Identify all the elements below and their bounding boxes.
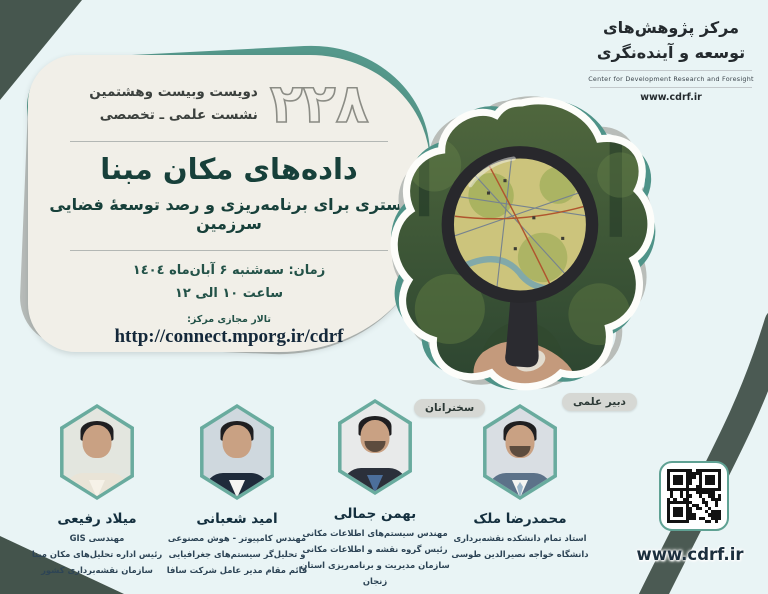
- footer-website-url[interactable]: www.cdrf.ir: [636, 545, 744, 564]
- session-ordinal: [89, 81, 258, 127]
- organization-logo: [588, 16, 754, 103]
- event-subtitle: بستری برای برنامه‌ریزی و رصد توسعهٔ فضایی سرزمین: [49, 195, 409, 233]
- magnifier-map-photo: [388, 92, 656, 392]
- qr-code-box: [659, 461, 729, 531]
- speaker-photo: [59, 408, 135, 496]
- qr-code: [667, 469, 721, 523]
- speaker-details: [21, 531, 173, 579]
- speaker-card-omid-shabani: [161, 404, 313, 579]
- speaker-detail-line: مهندسی GIS: [69, 533, 125, 543]
- magnifier-map-illustration: [388, 92, 656, 392]
- logo-persian-line2: توسعه و آینده‌نگری: [596, 42, 746, 62]
- avatar-face: [83, 425, 112, 458]
- speaker-card-milad-rafiei: [21, 404, 173, 579]
- event-title: داده‌های مکان مبنا: [100, 152, 358, 186]
- speaker-detail-line: مهندس سیستم‌های اطلاعات مکانی: [302, 528, 448, 538]
- speaker-details: [299, 526, 451, 590]
- speaker-photo: [199, 408, 275, 496]
- speakers-badge: سخنرانان: [414, 399, 485, 417]
- speaker-photo-frame: [55, 404, 139, 500]
- logo-persian-line1: مرکز پژوهش‌های: [602, 18, 740, 37]
- speaker-details: [444, 531, 596, 563]
- session-ordinal-line1: دویست وبیست وهشتمین: [89, 84, 258, 101]
- card-divider-top: [70, 141, 388, 142]
- avatar-face: [223, 425, 252, 458]
- session-header: [28, 72, 430, 135]
- speaker-detail-line: و تحلیل‌گر سیستم‌های جغرافیایی: [168, 548, 306, 559]
- speaker-detail-line: استاد تمام دانشکده نقشه‌برداری: [453, 533, 587, 543]
- speaker-name: محمدرضا ملک: [473, 511, 567, 527]
- speaker-detail-line: قائم مقام مدیر عامل شرکت سافا: [166, 564, 308, 575]
- speaker-detail-line: رئیس گروه نقشه و اطلاعات مکانی: [302, 543, 448, 554]
- speaker-photo-frame: [478, 404, 562, 500]
- logo-divider-2: [590, 87, 752, 88]
- virtual-hall-label: تالار مجازی مرکز:: [187, 314, 271, 325]
- session-number-outline: ۲۲۸: [269, 72, 369, 135]
- speaker-card-bahman-jamali: [299, 399, 451, 590]
- speaker-name: میلاد رفیعی: [57, 511, 137, 527]
- card-divider-bottom: [70, 250, 388, 251]
- speaker-detail-line: سازمان مدیریت و برنامه‌ریزی استان زنجان: [300, 559, 450, 586]
- logo-english-caption: Center for Development Research and Foresight: [588, 74, 754, 83]
- virtual-hall-link[interactable]: http://connect.mporg.ir/cdrf: [114, 326, 344, 347]
- speaker-name: بهمن جمالی: [333, 506, 417, 522]
- speaker-detail-line: رئیس اداره تحلیل‌های مکان مبنا: [31, 548, 163, 559]
- event-time: ساعت ١٠ الی ١٢: [174, 286, 284, 301]
- speaker-photo: [337, 403, 413, 491]
- speaker-detail-line: سازمان نقشه‌برداری کشور: [41, 564, 153, 575]
- speaker-photo-frame: [195, 404, 279, 500]
- speaker-photo-frame: [333, 399, 417, 495]
- logo-website-url[interactable]: www.cdrf.ir: [640, 91, 702, 103]
- logo-divider: [590, 70, 752, 71]
- announcement-card: [28, 55, 430, 352]
- speaker-photo: [482, 408, 558, 496]
- speaker-detail-line: مهندس کامپیوتر - هوش مصنوعی: [167, 533, 307, 543]
- secretary-card-mohammadreza-malek: [444, 404, 596, 563]
- event-date: زمان: سه‌شنبه ۶ آبان‌ماه ١٤٠٤: [132, 263, 326, 278]
- speaker-name: امید شعبانی: [196, 511, 278, 527]
- scientific-secretary-badge: دبیر علمی: [562, 393, 637, 411]
- session-ordinal-line2: نشست علمی ـ تخصصی: [99, 107, 258, 123]
- speaker-detail-line: دانشگاه خواجه نصیرالدین طوسی: [451, 548, 589, 559]
- speaker-details: [161, 531, 313, 579]
